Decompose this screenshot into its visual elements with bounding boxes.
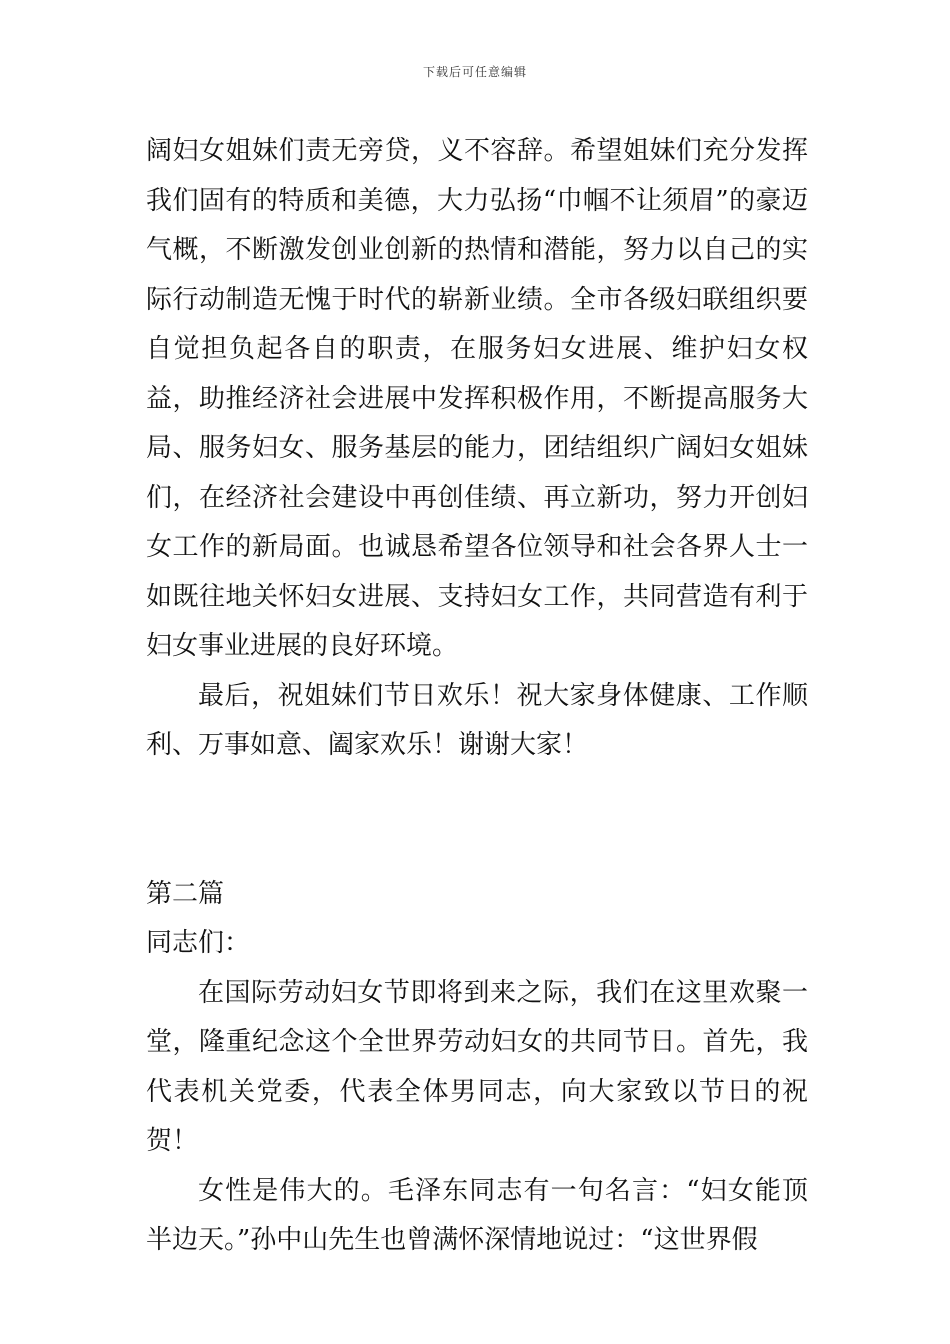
section-spacer [146, 771, 808, 870]
page-header-note: 下载后可任意编辑 [422, 65, 527, 79]
paragraph-continuation: 阔妇女姐妹们责无旁贷，义不容辞。希望姐妹们充分发挥我们固有的特质和美德，大力弘扬“巾帼不让须眉”的豪迈气概，不断激发创业创新的热情和潜能，努力以自己的实际行动制造无愧于时代的崭新业绩。全市各级妇联组织要自觉担负起各自的职责，在服务妇女进展、维护妇女权益，助推经济社会进展中发挥积极作用，不断提高服务大局、服务妇女、服务基层的能力，团结组织广阔妇女姐妹们，在经济社会建设中再创佳绩、再立新功，努力开创妇女工作的新局面。也诚恳希望各位领导和社会各界人士一如既往地关怀妇女进展、支持妇女工作，共同营造有利于妇女事业进展的良好环境。 [146, 136, 808, 661]
paragraph-closing-wishes: 最后，祝姐妹们节日欢乐！祝大家身体健康、工作顺利、万事如意、阖家欢乐！谢谢大家！ [146, 680, 808, 760]
salutation: 同志们： [146, 928, 251, 958]
paragraph-opening: 在国际劳动妇女节即将到来之际，我们在这里欢聚一堂，隆重纪念这个全世界劳动妇女的共同节日。首先，我代表机关党委，代表全体男同志，向大家致以节日的祝贺！ [146, 977, 808, 1156]
document-body [146, 127, 808, 1266]
paragraph-women-great: 女性是伟大的。毛泽东同志有一句名言：“妇女能顶半边天。”孙中山先生也曾满怀深情地说过：“这世界假 [146, 1175, 808, 1255]
section-title: 第二篇 [146, 878, 225, 909]
